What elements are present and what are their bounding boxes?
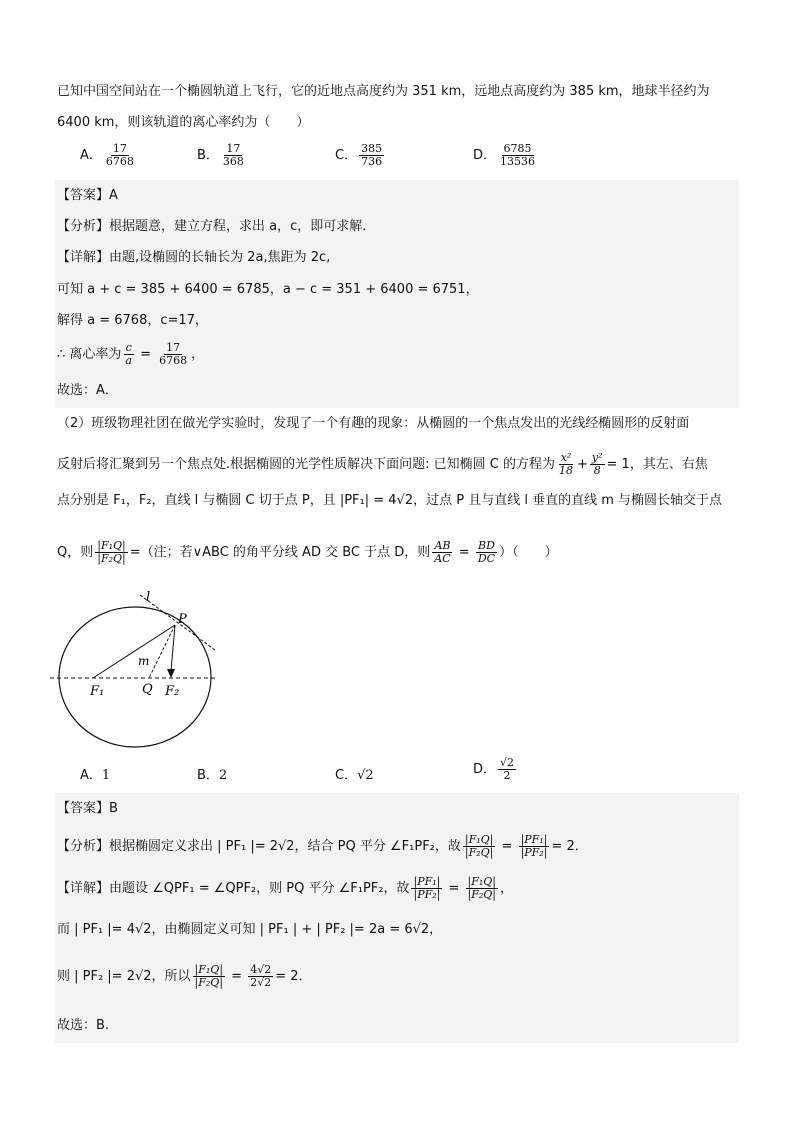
- label-f2: F₂: [165, 684, 180, 699]
- q1-answer: 【答案】A: [57, 188, 118, 203]
- q2-detail-line4: 故选：B.: [57, 1018, 110, 1033]
- ray-f1-p: [93, 625, 175, 678]
- ellipse-curve: [59, 607, 211, 747]
- q1-detail-line2: 可知 a + c = 385 + 6400 = 6785，a − c = 351 + 6400 = 6751，: [57, 282, 479, 297]
- q1-option-d: D． $\frac{6785}{13536}$: [473, 142, 536, 168]
- q2-option-a: A．1: [80, 768, 111, 783]
- q2-option-c: C．√2: [335, 768, 374, 783]
- q1-detail-line1: 【详解】由题,设椭圆的长轴长为 2a,焦距为 2c,: [57, 250, 331, 265]
- label-f1: F₁: [90, 684, 105, 699]
- label-p: P: [178, 612, 187, 627]
- q1-analysis: 【分析】根据题意，建立方程，求出 a，c，即可求解．: [57, 219, 376, 234]
- label-m: m: [138, 654, 150, 668]
- q1-detail-line3: 解得 a = 6768，c=17，: [57, 313, 208, 328]
- q2-analysis: 【分析】根据椭圆定义求出 | PF₁ |= 2√2，结合 PQ 平分 ∠F₁PF₂，故 $\frac{\text{|F₁Q|}}{\text{|F₂Q|}}$ = $\frac{\text{|PF₁|}}{\text{|PF₂|}}$ = 2．: [57, 833, 588, 859]
- q2-option-b: B．2: [197, 768, 228, 783]
- q2-solution-box: [55, 793, 739, 1043]
- q2-detail-line2: 而 | PF₁ |= 4√2，由椭圆定义可知 | PF₁ | + | PF₂ |= 2a = 6√2，: [57, 922, 443, 937]
- q2-detail-line3: 则 | PF₂ |= 2√2，所以 $\frac{\text{|F₁Q|}}{\text{|F₂Q|}}$ = $\frac{4√2}{2√2}$ = 2．: [57, 963, 312, 989]
- q1-option-b: B． $\frac{17}{368}$: [197, 142, 244, 168]
- q1-option-a: A． $\frac{17}{6768}$: [80, 142, 134, 168]
- q2-detail-line1: 【详解】由题设 ∠QPF₁ = ∠QPF₂，则 PQ 平分 ∠F₁PF₂，故 $\frac{\text{|PF₁|}}{\text{|PF₂|}}$ = $\frac{\text{|F₁Q|}}{\text{|F₂Q|}}$ ，: [57, 875, 514, 901]
- q1-stem-line2: 6400 km，则该轨道的离心率约为（ ）: [57, 115, 310, 130]
- q2-answer: 【答案】B: [57, 801, 118, 816]
- q2-stem-line3: 点分别是 F₁，F₂，直线 l 与椭圆 C 切于点 P，且 |PF₁| = 4√2，过点 P 且与直线 l 垂直的直线 m 与椭圆长轴交于点: [57, 493, 723, 508]
- q2-stem-line2: 反射后将汇聚到另一个焦点处.根据椭圆的光学性质解决下面问题: 已知椭圆 C 的方程为 $\frac{\text{x²}}{18}$ + $\frac{\text{y²}}{8}$ = 1，其左、右焦: [57, 451, 708, 477]
- q1-detail-line4: ∴ 离心率为 $\frac{c}{a}$ = $\frac{17}{6768}$ ，: [57, 341, 205, 367]
- arrow-head: [167, 669, 175, 678]
- label-q: Q: [142, 682, 153, 697]
- q1-stem-line1: 已知中国空间站在一个椭圆轨道上飞行，它的近地点高度约为 351 km，远地点高度约为 385 km，地球半径约为: [57, 84, 710, 99]
- ellipse-figure: [50, 585, 240, 755]
- q1-option-c: C． $\frac{385}{736}$: [335, 142, 383, 168]
- label-l: l: [146, 590, 151, 605]
- q2-stem-line4: Q，则 $\frac{\text{|F₁Q|}}{\text{|F₂Q|}}$ =（注；若∨ABC 的角平分线 AD 交 BC 于点 D，则 $\frac{AB}{AC}$ = $\frac{BD}{DC}$ ）（ ）: [57, 539, 558, 565]
- q1-detail-line5: 故选：A．: [57, 383, 118, 398]
- q2-stem-line1: （2）班级物理社团在做光学实验时，发现了一个有趣的现象：从椭圆的一个焦点发出的光线经椭圆形的反射面: [57, 416, 690, 431]
- q2-option-d: D． $\frac{√2}{2}$: [473, 756, 515, 782]
